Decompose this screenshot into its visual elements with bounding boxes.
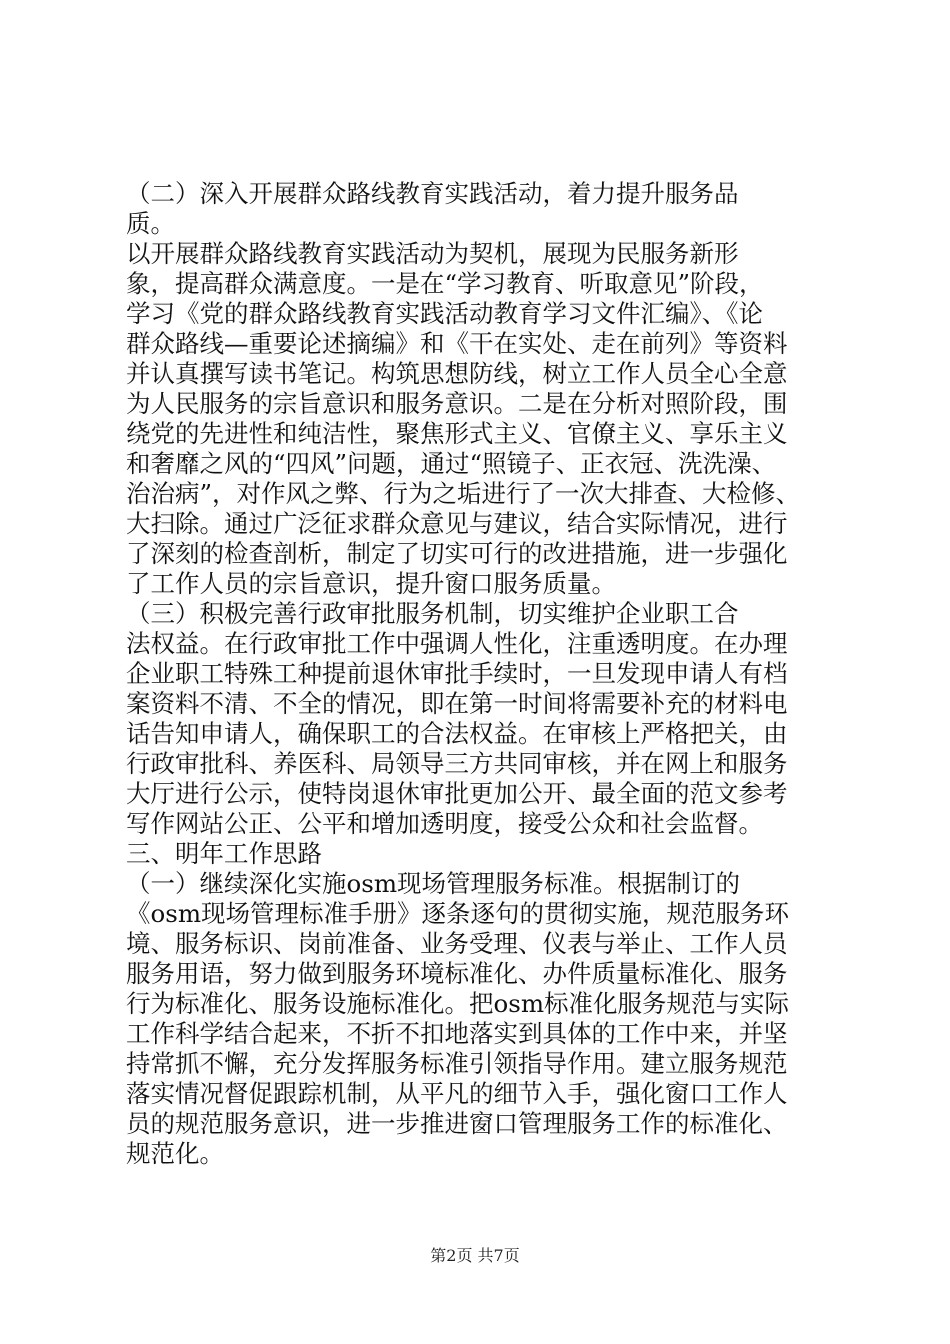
body-line: 群众路线—重要论述摘编》和《干在实处、走在前列》等资料 xyxy=(126,329,788,358)
body-line: 写作网站公正、公平和增加透明度，接受公众和社会监督。 xyxy=(126,809,763,838)
body-line: 话告知申请人，确保职工的合法权益。在审核上严格把关，由 xyxy=(126,719,788,748)
body-line: 案资料不清、不全的情况，即在第一时间将需要补充的材料电 xyxy=(126,689,788,718)
body-line: 为人民服务的宗旨意识和服务意识。二是在分析对照阶段，围 xyxy=(126,389,788,418)
body-line: （二）深入开展群众路线教育实践活动，着力提升服务品 xyxy=(126,179,739,208)
body-line: 绕党的先进性和纯洁性，聚焦形式主义、官僚主义、享乐主义 xyxy=(126,419,788,448)
body-line: 治治病”，对作风之弊、行为之垢进行了一次大排查、大检修、 xyxy=(126,479,801,508)
body-line: 和奢靡之风的“四风”问题，通过“照镜子、正衣冠、洗洗澡、 xyxy=(126,449,777,478)
body-line: 大扫除。通过广泛征求群众意见与建议，结合实际情况，进行 xyxy=(126,509,788,538)
body-line: 了工作人员的宗旨意识，提升窗口服务质量。 xyxy=(126,569,616,598)
body-line: 学习《党的群众路线教育实践活动教育学习文件汇编》、《论 xyxy=(126,299,763,328)
body-line: 员的规范服务意识，进一步推进窗口管理服务工作的标准化、 xyxy=(126,1109,788,1138)
body-line: （三）积极完善行政审批服务机制，切实维护企业职工合 xyxy=(126,599,739,628)
page-number-footer: 第2页 共7页 xyxy=(430,1246,520,1265)
body-line: 大厅进行公示，使特岗退休审批更加公开、最全面的范文参考 xyxy=(126,779,788,808)
body-line: 并认真撰写读书笔记。构筑思想防线，树立工作人员全心全意 xyxy=(126,359,788,388)
body-line: （一）继续深化实施osm现场管理服务标准。根据制订的 xyxy=(126,869,741,898)
body-line: 行为标准化、服务设施标准化。把osm标准化服务规范与实际 xyxy=(126,989,790,1018)
body-line: 工作科学结合起来，不折不扣地落实到具体的工作中来，并坚 xyxy=(126,1019,788,1048)
body-line: 质。 xyxy=(126,209,175,238)
body-line: 服务用语，努力做到服务环境标准化、办件质量标准化、服务 xyxy=(126,959,788,988)
body-line: 持常抓不懈，充分发挥服务标准引领指导作用。建立服务规范 xyxy=(126,1049,788,1078)
body-line: 《osm现场管理标准手册》逐条逐句的贯彻实施，规范服务环 xyxy=(126,899,790,928)
body-line: 企业职工特殊工种提前退休审批手续时，一旦发现申请人有档 xyxy=(126,659,788,688)
body-line: 行政审批科、养医科、局领导三方共同审核，并在网上和服务 xyxy=(126,749,788,778)
body-line: 象，提高群众满意度。一是在“学习教育、听取意见”阶段， xyxy=(126,269,764,298)
body-line: 规范化。 xyxy=(126,1139,224,1168)
body-line: 法权益。在行政审批工作中强调人性化，注重透明度。在办理 xyxy=(126,629,788,658)
body-line: 境、服务标识、岗前准备、业务受理、仪表与举止、工作人员 xyxy=(126,929,788,958)
section-heading: 三、明年工作思路 xyxy=(126,839,322,868)
body-line: 落实情况督促跟踪机制，从平凡的细节入手，强化窗口工作人 xyxy=(126,1079,788,1108)
body-line: 了深刻的检查剖析，制定了切实可行的改进措施，进一步强化 xyxy=(126,539,788,568)
body-line: 以开展群众路线教育实践活动为契机，展现为民服务新形 xyxy=(126,239,739,268)
